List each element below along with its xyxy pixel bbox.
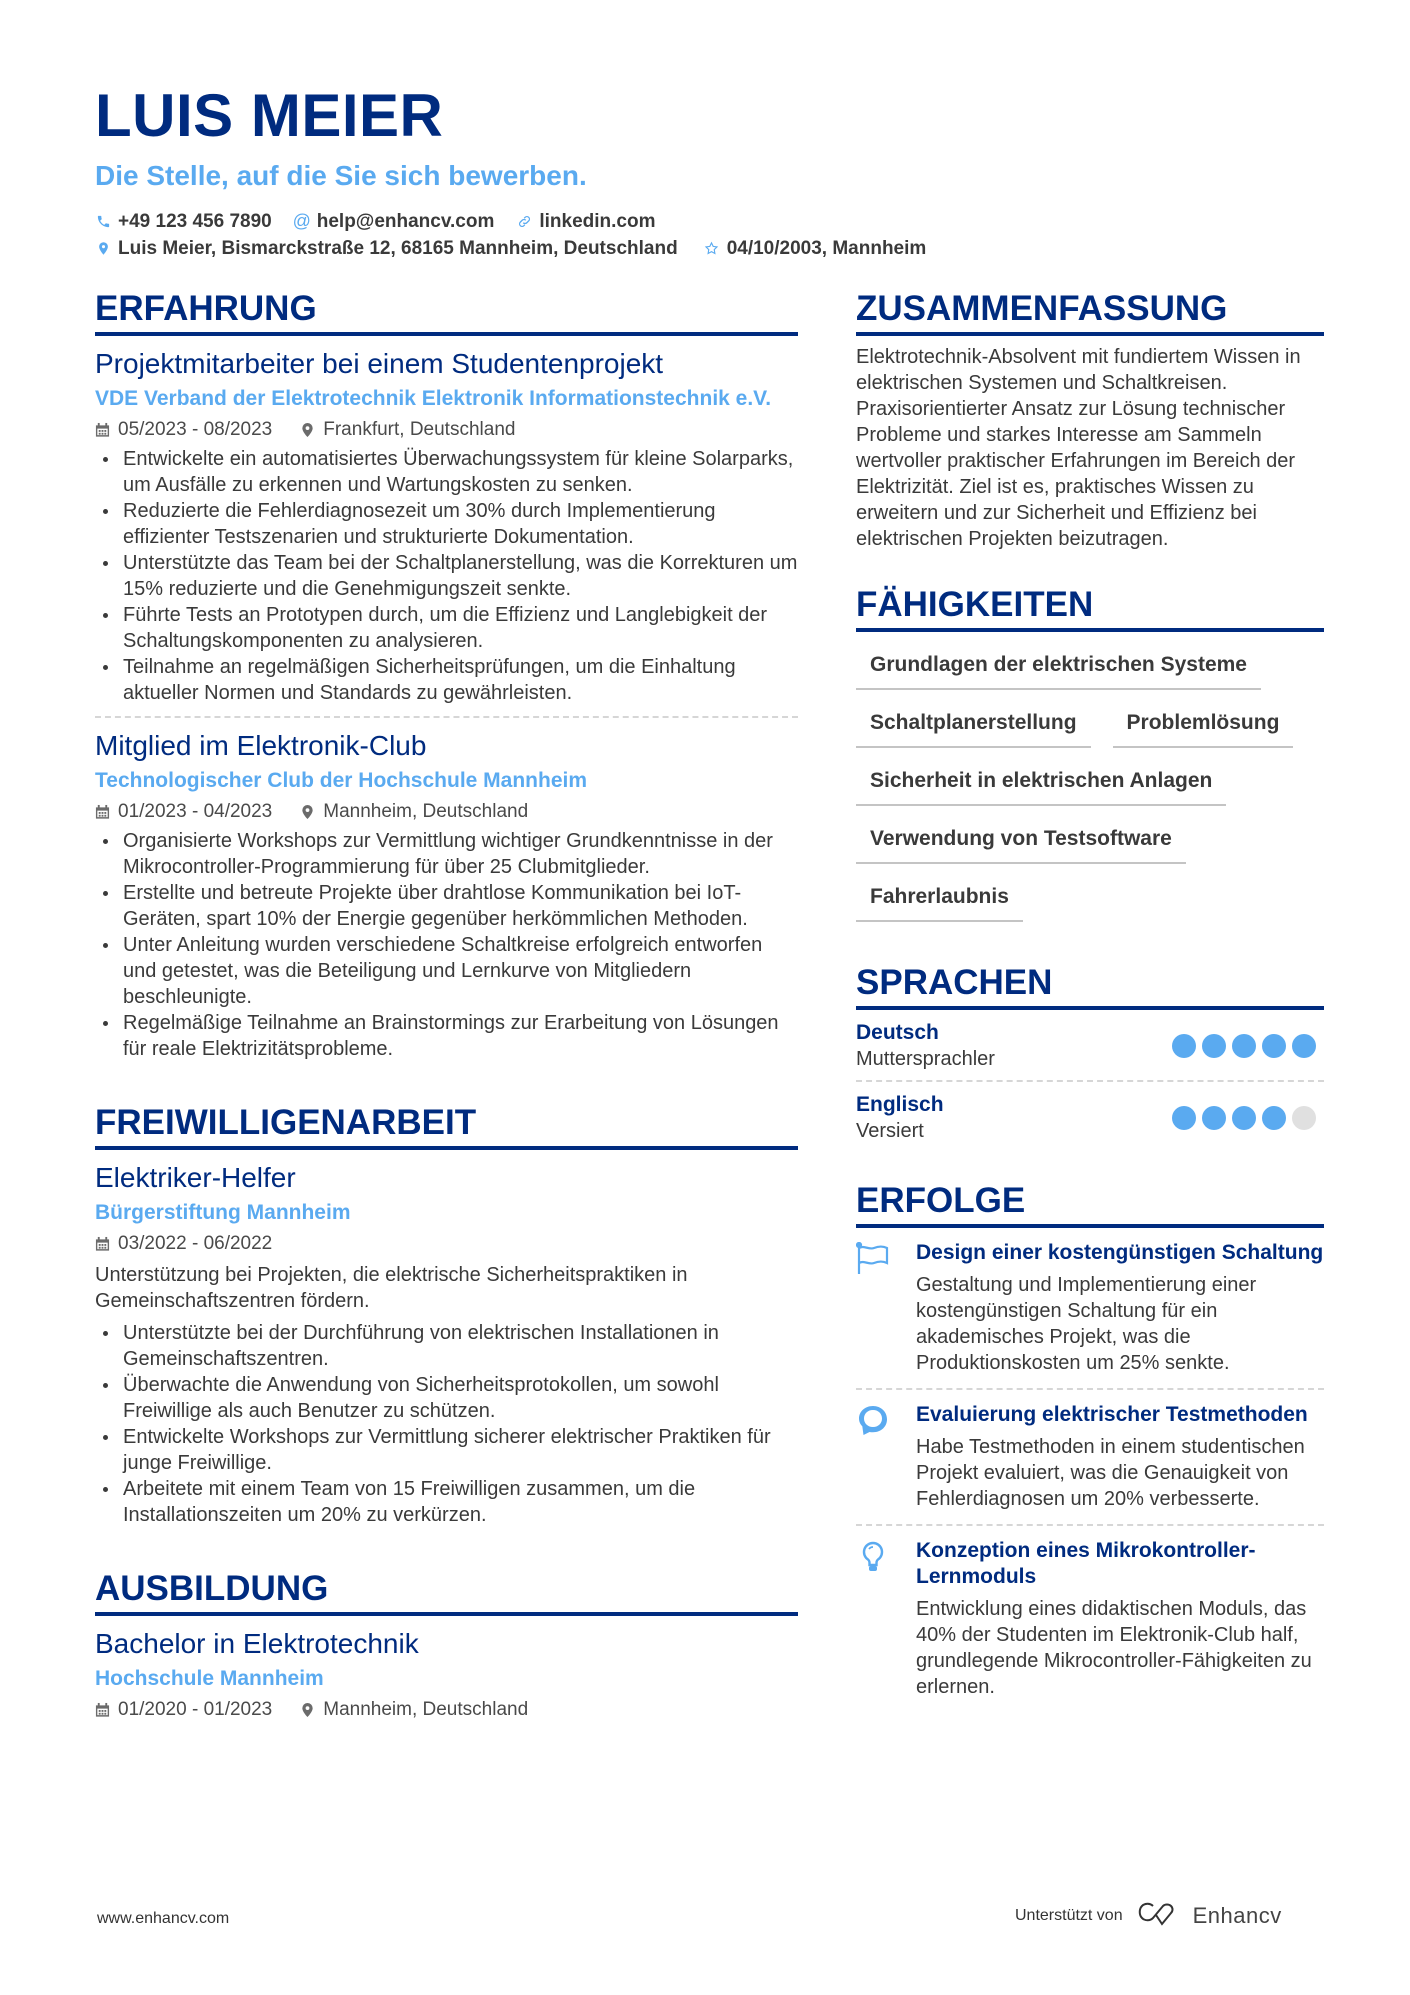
achievements-section <box>856 1180 1324 1712</box>
contact-birth <box>704 235 927 262</box>
resume-header <box>95 80 1325 262</box>
at-icon: @ <box>292 211 311 231</box>
entry-dates: 01/2023 - 04/2023 <box>118 801 273 822</box>
contact-email[interactable] <box>294 208 495 235</box>
lightbulb-icon <box>856 1538 896 1700</box>
achievement-description: Gestaltung und Implementierung einer kostengünstigen Schaltung für ein akademisches Projekt, was die Produktionskosten um 25% senkte. <box>916 1274 1257 1374</box>
entry-bullets <box>95 1320 798 1528</box>
calendar-icon <box>95 1236 110 1252</box>
bullet: Regelmäßige Teilnahme an Brainstormings zur Erarbeitung von Lösungen für reale Elektrizitätsprobleme. <box>95 1010 798 1062</box>
volunteer-section <box>95 1102 798 1528</box>
language-rating <box>1172 1106 1316 1130</box>
rating-dot-filled <box>1172 1106 1196 1130</box>
location-pin-icon <box>300 804 315 820</box>
entry-location: Mannheim, Deutschland <box>323 801 529 822</box>
flag-icon <box>856 1240 896 1376</box>
entry-organization: Technologischer Club der Hochschule Mannheim <box>95 769 588 792</box>
skill-tag: Verwendung von Testsoftware <box>856 812 1186 864</box>
experience-heading: ERFAHRUNG <box>95 288 798 336</box>
right-column <box>856 288 1324 1740</box>
rating-dot-filled <box>1232 1034 1256 1058</box>
bullet: Unterstützte bei der Durchführung von elektrischen Installationen in Gemeinschaftszentren. <box>95 1320 798 1372</box>
location-pin-icon <box>95 241 111 257</box>
entry-organization: VDE Verband der Elektrotechnik Elektronik Informationstechnik e.V. <box>95 387 772 410</box>
rating-dot-filled <box>1172 1034 1196 1058</box>
candidate-name: LUIS MEIER <box>95 82 444 149</box>
achievement-item <box>856 1388 1324 1524</box>
achievements-heading: ERFOLGE <box>856 1180 1324 1228</box>
email-link[interactable]: help@enhancv.com <box>316 211 495 232</box>
location-pin-icon <box>300 422 315 438</box>
bullet: Entwickelte Workshops zur Vermittlung sicherer elektrischer Praktiken für junge Freiwillige. <box>95 1424 798 1476</box>
birth-text: 04/10/2003, Mannheim <box>726 238 927 259</box>
language-rating <box>1172 1034 1316 1058</box>
entry-title: Elektriker-Helfer <box>95 1162 296 1193</box>
education-section <box>95 1568 798 1724</box>
rating-dot-filled <box>1202 1034 1226 1058</box>
entry-organization: Bürgerstiftung Mannheim <box>95 1201 351 1224</box>
bullet: Organisierte Workshops zur Vermittlung wichtiger Grundkenntnisse in der Mikrocontroller-Programmierung für über 25 Clubmitglieder. <box>95 828 798 880</box>
languages-heading: SPRACHEN <box>856 962 1324 1010</box>
education-heading: AUSBILDUNG <box>95 1568 798 1616</box>
achievement-title: Design einer kostengünstigen Schaltung <box>916 1241 1324 1264</box>
entry-meta <box>95 798 798 826</box>
bullet: Arbeitete mit einem Team von 15 Freiwilligen zusammen, um die Installationszeiten um 20% zu verkürzen. <box>95 1476 798 1528</box>
experience-entry <box>95 336 798 706</box>
skills-list <box>856 638 1324 928</box>
calendar-icon <box>95 1702 110 1718</box>
entry-dates: 05/2023 - 08/2023 <box>118 419 273 440</box>
contact-link[interactable] <box>516 208 655 235</box>
bullet: Entwickelte ein automatisiertes Überwachungssystem für kleine Solarparks, um Ausfälle zu erkennen und Wartungskosten zu senken. <box>95 446 798 498</box>
entry-organization: Hochschule Mannheim <box>95 1667 324 1690</box>
experience-entry <box>95 716 798 1062</box>
language-name: Englisch <box>856 1093 944 1116</box>
entry-description: Unterstützung bei Projekten, die elektrische Sicherheitspraktiken in Gemeinschaftszentren fördern. <box>95 1264 688 1312</box>
link-icon <box>516 214 532 230</box>
entry-dates: 03/2022 - 06/2022 <box>118 1233 273 1254</box>
volunteer-heading: FREIWILLIGENARBEIT <box>95 1102 798 1150</box>
contact-address <box>95 235 678 262</box>
entry-bullets <box>95 828 798 1062</box>
bullet: Unterstützte das Team bei der Schaltplanerstellung, was die Korrekturen um 15% reduzierte und die Genehmigungszeit senkte. <box>95 550 798 602</box>
contact-row-1 <box>95 208 1325 235</box>
language-level: Versiert <box>856 1120 924 1142</box>
achievement-item <box>856 1524 1324 1712</box>
skills-heading: FÄHIGKEITEN <box>856 584 1324 632</box>
achievement-title: Konzeption eines Mikrokontroller-Lernmoduls <box>916 1539 1256 1588</box>
bullet: Unter Anleitung wurden verschiedene Schaltkreise erfolgreich entworfen und getestet, was die Beteiligung und Lernkurve von Mitgliedern beschleunigte. <box>95 932 798 1010</box>
entry-location: Frankfurt, Deutschland <box>323 419 516 440</box>
rating-dot-filled <box>1202 1106 1226 1130</box>
skill-tag: Fahrerlaubnis <box>856 870 1023 922</box>
achievement-description: Entwicklung eines didaktischen Moduls, das 40% der Studenten im Elektronik-Club half, grundlegende Mikrocontroller-Fähigkeiten zu erlernen. <box>916 1598 1312 1698</box>
entry-location: Mannheim, Deutschland <box>323 1699 529 1720</box>
entry-meta <box>95 1230 798 1258</box>
entry-meta <box>95 416 798 444</box>
phone-text: +49 123 456 7890 <box>118 211 272 232</box>
entry-title: Bachelor in Elektrotechnik <box>95 1628 419 1659</box>
contact-phone <box>95 208 272 235</box>
footer-website[interactable]: www.enhancv.com <box>97 1910 230 1927</box>
summary-text: Elektrotechnik-Absolvent mit fundiertem Wissen in elektrischen Systemen und Schaltkreisen. Praxisorientierter Ansatz zur Lösung technischer Probleme und starkes Interesse am Sammeln wertvoller praktischer Erfahrungen im Bereich der Elektrizität. Ziel ist es, praktisches Wissen zu erweitern und zur Sicherheit und Effizienz bei elektrischen Projekten beizutragen. <box>856 346 1301 550</box>
experience-section <box>95 288 798 1062</box>
entry-bullets <box>95 446 798 706</box>
star-icon <box>704 241 720 257</box>
bullet: Reduzierte die Fehlerdiagnosezeit um 30% durch Implementierung effizienter Testszenarien und strukturierte Dokumentation. <box>95 498 798 550</box>
skill-tag: Problemlösung <box>1113 696 1294 748</box>
achievement-description: Habe Testmethoden in einem studentischen Projekt evaluiert, was die Genauigkeit von Fehlerdiagnosen um 20% verbesserte. <box>916 1436 1305 1510</box>
footer-branding <box>1015 1900 1282 1931</box>
head-icon <box>856 1402 896 1512</box>
summary-section <box>856 288 1324 552</box>
entry-title: Projektmitarbeiter bei einem Studentenprojekt <box>95 348 664 379</box>
bullet: Teilnahme an regelmäßigen Sicherheitsprüfungen, um die Einhaltung aktueller Normen und Standards zu gewährleisten. <box>95 654 798 706</box>
skill-tag: Sicherheit in elektrischen Anlagen <box>856 754 1226 806</box>
language-name: Deutsch <box>856 1021 939 1044</box>
rating-dot-filled <box>1292 1034 1316 1058</box>
left-column <box>95 288 798 1752</box>
linkedin-link[interactable]: linkedin.com <box>539 211 656 232</box>
language-level: Muttersprachler <box>856 1048 995 1070</box>
achievement-title: Evaluierung elektrischer Testmethoden <box>916 1403 1308 1426</box>
rating-dot-empty <box>1292 1106 1316 1130</box>
summary-heading: ZUSAMMENFASSUNG <box>856 288 1324 336</box>
language-item <box>856 1010 1324 1080</box>
target-role: Die Stelle, auf die Sie sich bewerben. <box>95 160 587 191</box>
volunteer-entry <box>95 1150 798 1528</box>
entry-dates: 01/2020 - 01/2023 <box>118 1699 273 1720</box>
education-entry <box>95 1616 798 1724</box>
skills-section <box>856 584 1324 928</box>
skill-tag: Grundlagen der elektrischen Systeme <box>856 638 1261 690</box>
address-text: Luis Meier, Bismarckstraße 12, 68165 Mannheim, Deutschland <box>118 238 678 259</box>
powered-by-label: Unterstützt von <box>1015 1906 1123 1924</box>
rating-dot-filled <box>1262 1106 1286 1130</box>
language-item <box>856 1080 1324 1152</box>
bullet: Überwachte die Anwendung von Sicherheitsprotokollen, um sowohl Freiwillige als auch Benutzer zu schützen. <box>95 1372 798 1424</box>
contact-row-2 <box>95 235 1325 262</box>
bullet: Erstellte und betreute Projekte über drahtlose Kommunikation bei IoT-Geräten, spart 10% der Energie gegenüber herkömmlichen Methoden. <box>95 880 798 932</box>
enhancv-logo-icon <box>1135 1900 1181 1931</box>
bullet: Führte Tests an Prototypen durch, um die Effizienz und Langlebigkeit der Schaltungskomponenten zu analysieren. <box>95 602 798 654</box>
location-pin-icon <box>300 1702 315 1718</box>
languages-section <box>856 962 1324 1152</box>
calendar-icon <box>95 804 110 820</box>
achievement-item <box>856 1228 1324 1388</box>
brand-name: Enhancv <box>1192 1902 1282 1928</box>
skill-tag: Schaltplanerstellung <box>856 696 1091 748</box>
entry-meta <box>95 1696 798 1724</box>
rating-dot-filled <box>1232 1106 1256 1130</box>
calendar-icon <box>95 422 110 438</box>
entry-title: Mitglied im Elektronik-Club <box>95 730 427 761</box>
phone-icon <box>95 214 111 230</box>
rating-dot-filled <box>1262 1034 1286 1058</box>
